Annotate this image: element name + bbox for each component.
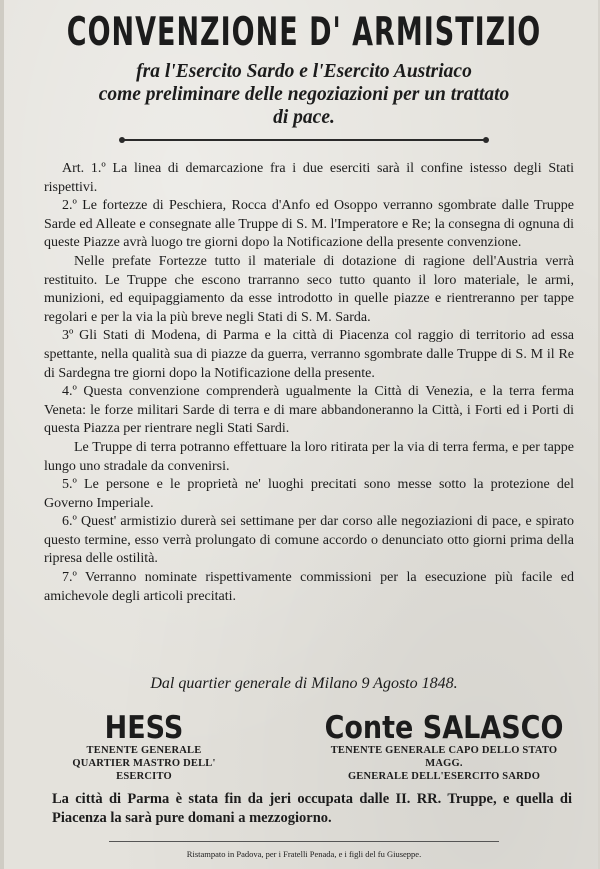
articles-body (44, 160, 574, 606)
article-5: 5.º Le persone e le proprietà ne' luoghi precitati sono messe sotto la protezione del Governo Imperiale. (44, 477, 574, 511)
subtitle-line: di pace. (273, 107, 335, 128)
subtitle-line: come preliminare delle negoziazioni per un trattato (98, 84, 510, 105)
article-6: 6.º Quest' armistizio durerà sei settimane per dar corso alle negoziazioni di pace, e spirato questo termine, esso verrà prolungato di comune accordo o denunciato otto giorni prima della ripresa delle ostilità. (44, 514, 574, 567)
signatory-name: Conte SALASCO (324, 710, 564, 747)
date-line: Dal quartier generale di Milano 9 Agosto 1848. (150, 675, 458, 692)
article-2-continuation: Nelle prefate Fortezze tutto il materiale di dotazione di ragione dell'Austria verrà restituito. Le Truppe che escono trarranno seco tutto quanto il loro materiale, le armi, munizioni, ed equipaggiamento da esse introdotto in quelle piazze e rientreranno per tappe regolari e per la via la più breve negli Stati di S. M. Sarda. (44, 253, 574, 325)
signatory-role: GENERALE DELL'ESERCITO SARDO (347, 771, 541, 782)
signatory-role: QUARTIER MASTRO DELL' ESERCITO (72, 758, 216, 782)
article-4: 4.º Questa convenzione comprenderà ugualmente la Città di Venezia, e la terra ferma Veneta: le forze militari Sarde di terra e di mare abbandoneranno la Città, i Forti ed i Porti di questa Piazza per rientrare negli Stati Sardi. (44, 384, 574, 437)
ornamental-divider (122, 139, 486, 141)
footer-divider (109, 841, 499, 842)
signatory-left (44, 710, 244, 783)
article-3: 3º Gli Stati di Modena, di Parma e la città di Piacenza col raggio di territorio ad essa spettante, nella qualità sua di piazze da guerra, verranno sgombrate dalle Truppe di S. M il Re di Sardegna tre giorni dopo la Notificazione della presente. (44, 328, 574, 381)
occupation-note: La città di Parma è stata fin da jeri occupata dalle II. RR. Truppe, e quella di Piacenza la sarà pure domani a mezzogiorno. (52, 791, 572, 826)
printer-line: Ristampato in Padova, per i Fratelli Penada, e i figli del fu Giuseppe. (186, 849, 422, 859)
subtitle-line: fra l'Esercito Sardo e l'Esercito Austriaco (136, 61, 472, 82)
article-1: Art. 1.º La linea di demarcazione fra i due eserciti sarà il confine istesso degli Stati rispettivi. (44, 161, 574, 195)
signatory-role: TENENTE GENERALE (86, 745, 202, 756)
article-2: 2.º Le fortezze di Peschiera, Rocca d'Anfo ed Osoppo verranno sgombrate dalle Truppe Sarde ed Alleate e consegnate alle Truppe di S. M. l'Imperatore e Re; la consegna di ognuna di queste Piazze avrà luogo tre giorni dopo la Notificazione della presente convenzione. (44, 198, 574, 251)
signatory-name: HESS (104, 710, 184, 747)
document-title: CONVENZIONE D' ARMISTIZIO (66, 10, 542, 55)
article-7: 7.º Verranno nominate rispettivamente commissioni per la esecuzione più facile ed amichevole degli articoli precitati. (44, 570, 574, 604)
article-4-continuation: Le Truppe di terra potranno effettuare la loro ritirata per la via di terra ferma, e per tappe lungo uno stradale da convenirsi. (44, 439, 574, 474)
document-subtitle (4, 60, 600, 129)
signatory-right (314, 710, 574, 783)
signatory-role: TENENTE GENERALE CAPO DELLO STATO MAGG. (330, 745, 558, 769)
